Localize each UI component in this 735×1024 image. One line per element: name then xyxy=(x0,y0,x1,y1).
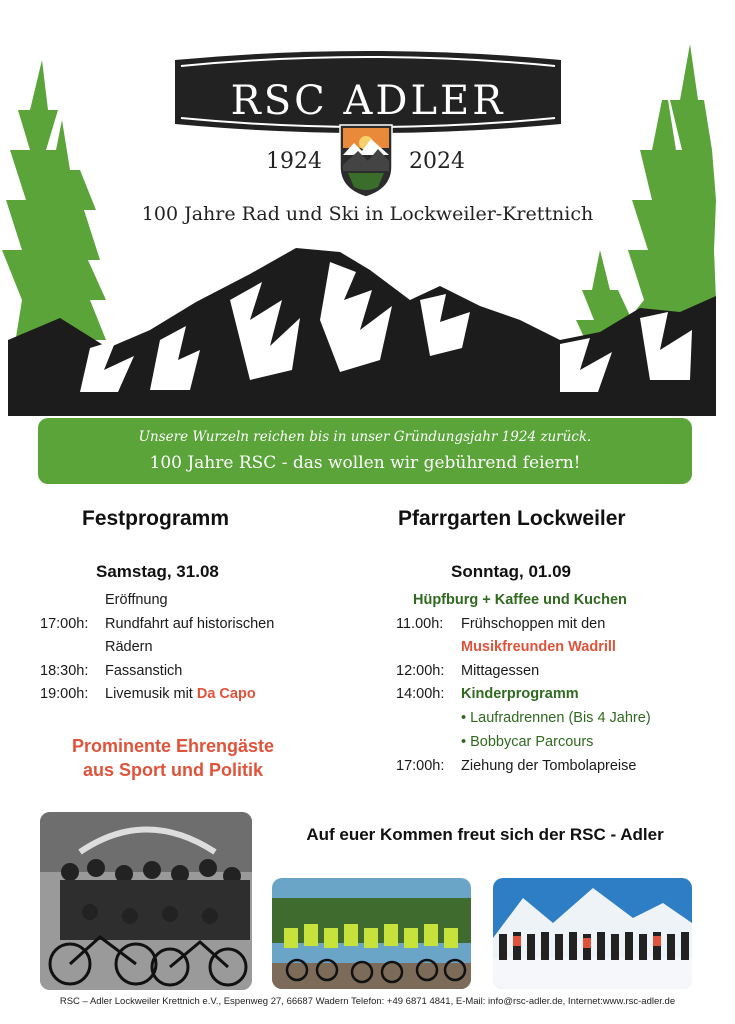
schedule-row: 11.00h: Frühschoppen mit den xyxy=(396,616,606,632)
mountains xyxy=(8,248,716,416)
sunday-heading: Sonntag, 01.09 xyxy=(451,562,571,581)
schedule-row xyxy=(396,639,616,655)
intro-line-1: Unsere Wurzeln reichen bis in unser Gründungsjahr 1924 zurück. xyxy=(138,429,592,445)
schedule-row: 14:00h: Kinderprogramm xyxy=(396,686,579,702)
saturday-heading: Samstag, 31.08 xyxy=(96,562,219,581)
founding-year: 1924 xyxy=(266,149,322,174)
festprogramm-heading: Festprogramm xyxy=(82,507,230,530)
schedule-row: Eröffnung xyxy=(105,592,168,608)
band-name: Da Capo xyxy=(196,686,256,702)
pfarrgarten-heading: Pfarrgarten Lockweiler xyxy=(398,507,626,530)
cycling-team-photo xyxy=(272,878,471,989)
page-subtitle: 100 Jahre Rad und Ski in Lockweiler-Krettnich xyxy=(141,203,594,225)
schedule-row: 19:00h: Livemusik mit Da Capo xyxy=(40,686,256,702)
guests-note: Prominente Ehrengäste aus Sport und Politik xyxy=(71,736,275,780)
schedule-row: Rädern xyxy=(105,639,153,655)
music-group-name: Musikfreunden Wadrill xyxy=(461,639,616,655)
sunday-subtitle: Hüpfburg + Kaffee und Kuchen xyxy=(413,592,627,608)
historic-photo xyxy=(40,812,252,990)
club-name: RSC ADLER xyxy=(230,78,506,124)
closing-line: Auf euer Kommen freut sich der RSC - Adler xyxy=(306,825,664,844)
intro-line-2: 100 Jahre RSC - das wollen wir gebührend feiern! xyxy=(149,453,581,473)
ski-group-photo xyxy=(493,878,692,989)
right-trees xyxy=(576,44,716,350)
schedule-row: • Laufradrennen (Bis 4 Jahre) xyxy=(461,710,651,726)
schedule-row: 18:30h: Fassanstich xyxy=(40,663,183,679)
footer-contact: RSC – Adler Lockweiler Krettnich e.V., Espenweg 27, 66687 Wadern Telefon: +49 6871 4841, E-Mail: info@rsc-adler.de, Internet:www.rsc-adler.de xyxy=(59,996,676,1007)
schedule-row: 17:00h: Ziehung der Tombolapreise xyxy=(396,758,637,774)
schedule-row: 12:00h: Mittagessen xyxy=(396,663,540,679)
anniversary-year: 2024 xyxy=(409,149,465,174)
club-crest-logo xyxy=(338,121,394,199)
schedule-row: 17:00h: Rundfahrt auf historischen xyxy=(40,616,275,632)
schedule-row: • Bobbycar Parcours xyxy=(461,734,594,750)
intro-banner xyxy=(38,418,692,484)
